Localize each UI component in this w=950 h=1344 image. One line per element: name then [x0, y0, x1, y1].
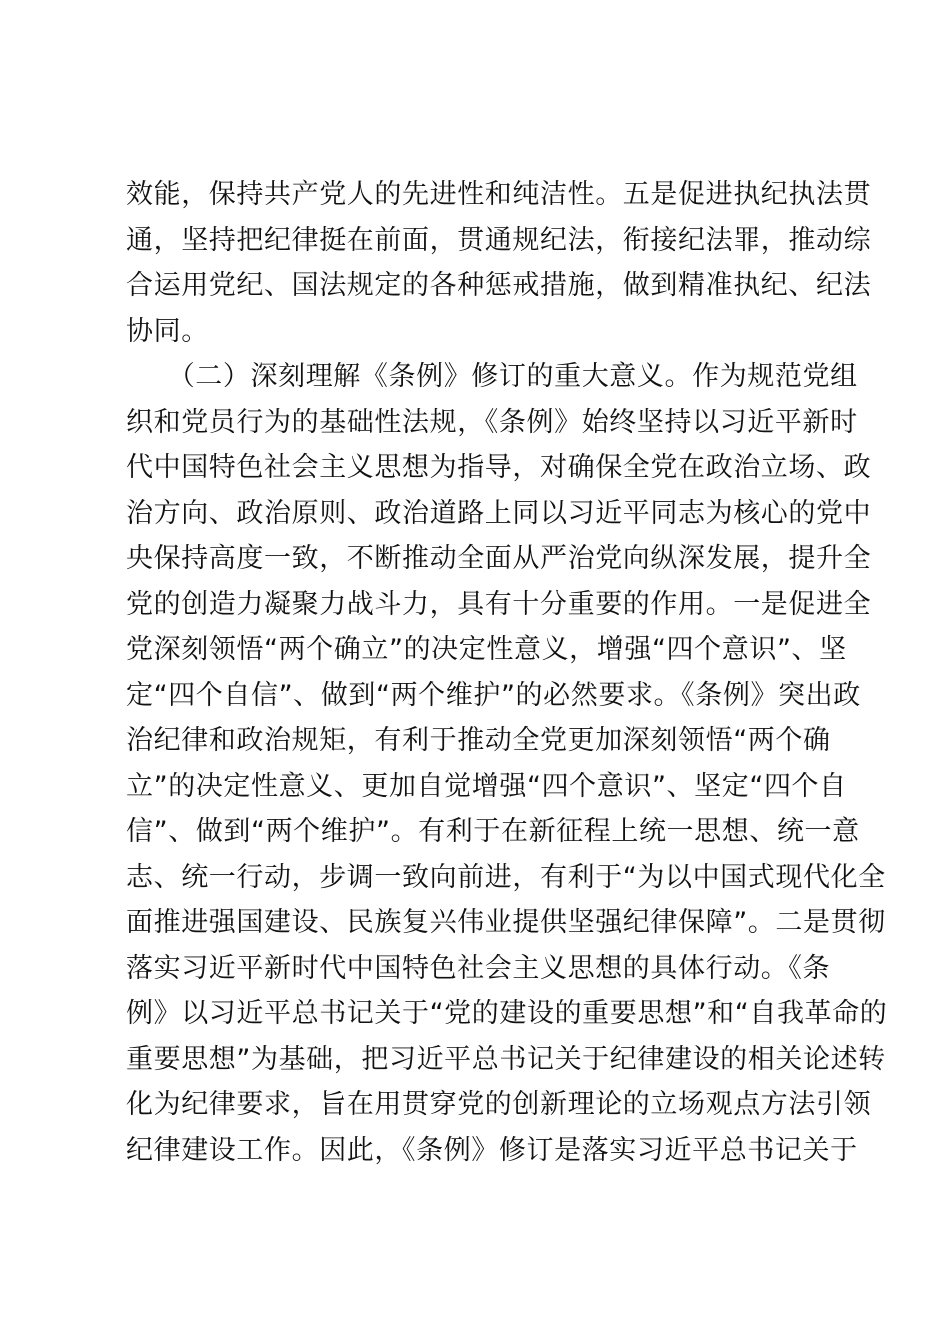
text-line: 信”、做到“两个维护”。有利于在新征程上统一思想、统一意 [126, 816, 860, 847]
text-line: 立”的决定性意义、更加自觉增强“四个意识”、坚定“四个自 [126, 770, 847, 802]
text-line: 通，坚持把纪律挺在前面，贯通规纪法，衔接纪法罪，推动综 [126, 224, 872, 256]
text-line: 化为纪律要求，旨在用贯穿党的创新理论的立场观点方法引领 [126, 1089, 872, 1120]
text-line: 合运用党纪、国法规定的各种惩戒措施，做到精准执纪、纪法 [126, 270, 872, 301]
text-line: 治纪律和政治规矩，有利于推动全党更加深刻领悟“两个确 [126, 725, 831, 756]
text-line: 党深刻领悟“两个确立”的决定性意义，增强“四个意识”、坚 [126, 634, 847, 665]
text-line: 纪律建设工作。因此，《条例》修订是落实习近平总书记关于 [126, 1134, 858, 1166]
text-line: 志、统一行动，步调一致向前进，有利于“为以中国式现代化全 [126, 861, 886, 893]
body-text [126, 172, 888, 1173]
text-line: 治方向、政治原则、政治道路上同以习近平同志为核心的党中 [126, 497, 872, 529]
text-line: 党的创造力凝聚力战斗力，具有十分重要的作用。一是促进全 [126, 588, 872, 620]
text-line: 重要思想”为基础，把习近平总书记关于纪律建设的相关论述转 [126, 1043, 886, 1075]
section-heading-line: （二）深刻理解《条例》修订的重大意义。作为规范党组 [126, 361, 858, 392]
text-line: 定“四个自信”、做到“两个维护”的必然要求。《条例》突出政 [126, 679, 861, 711]
text-line: 效能，保持共产党人的先进性和纯洁性。五是促进执纪执法贯 [126, 179, 872, 210]
text-line: 例》以习近平总书记关于“党的建设的重要思想”和“自我革命的 [126, 998, 888, 1029]
text-line: 央保持高度一致，不断推动全面从严治党向纵深发展，提升全 [126, 543, 872, 574]
text-line: 协同。 [126, 315, 209, 347]
text-line: 落实习近平新时代中国特色社会主义思想的具体行动。《条 [126, 952, 831, 984]
text-line: 织和党员行为的基础性法规，《条例》始终坚持以习近平新时 [126, 406, 858, 438]
text-line: 面推进强国建设、民族复兴伟业提供坚强纪律保障”。二是贯彻 [126, 907, 886, 938]
text-line: 代中国特色社会主义思想为指导，对确保全党在政治立场、政 [126, 452, 872, 483]
